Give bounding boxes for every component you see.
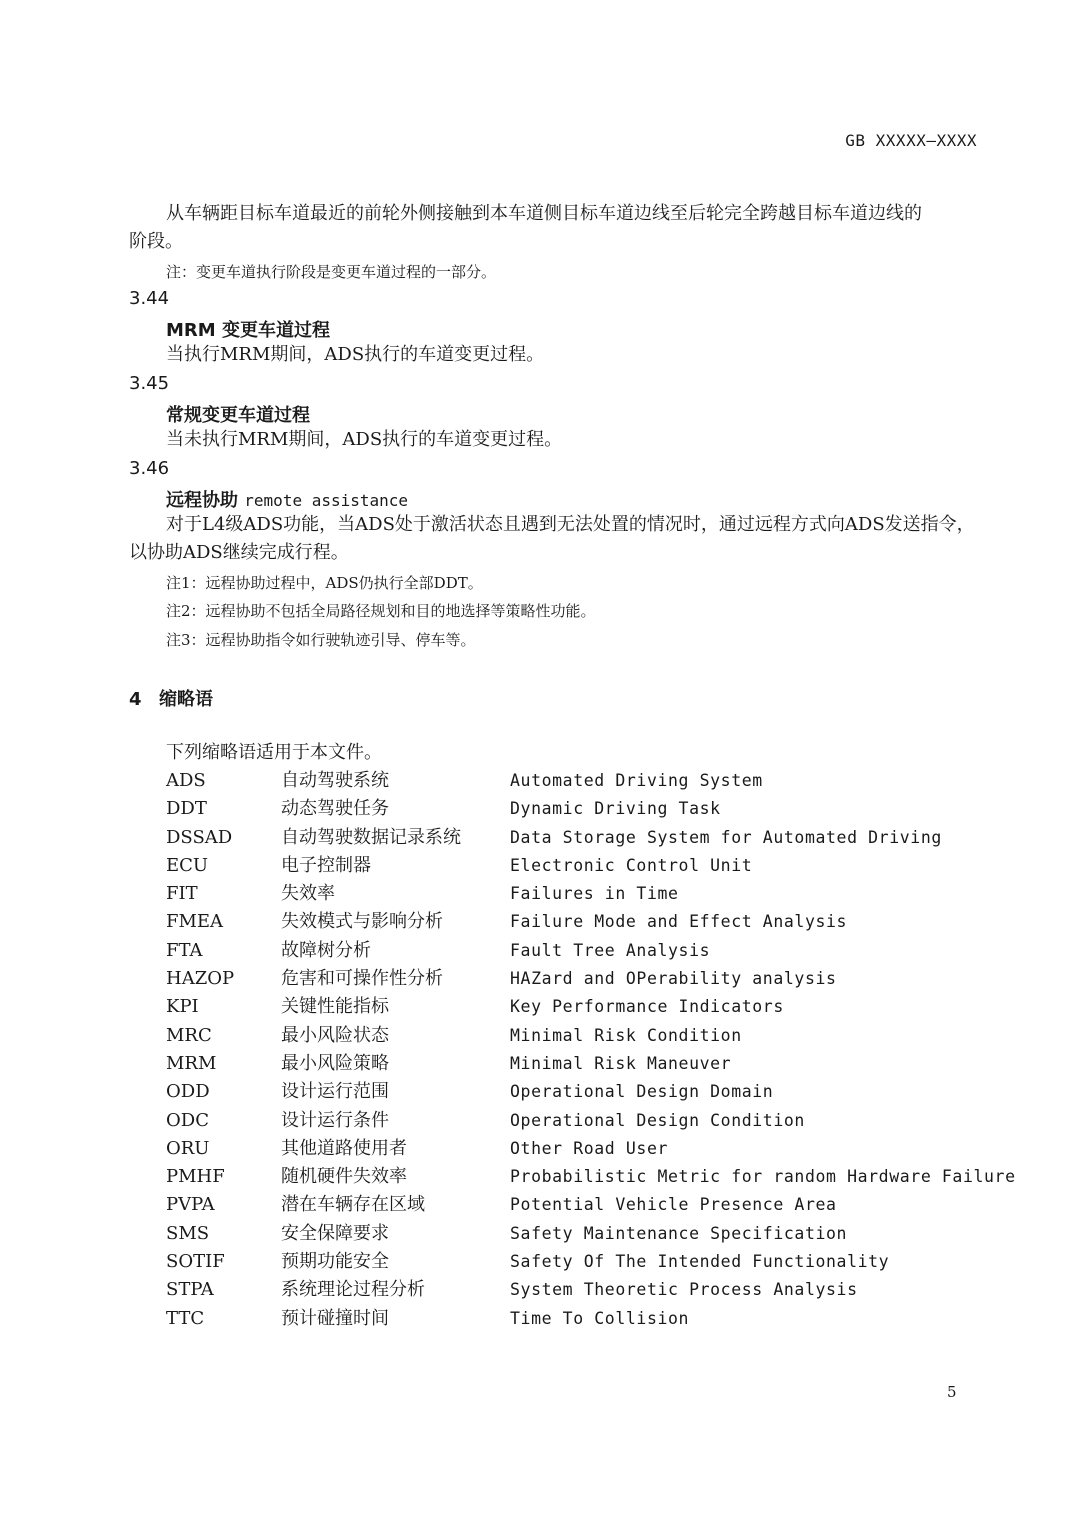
abbreviation-zh: 电子控制器: [281, 854, 371, 876]
abbreviation-zh: 预计碰撞时间: [281, 1307, 389, 1329]
abbreviation: PMHF: [166, 1166, 225, 1188]
abbreviation-en: Probabilistic Metric for random Hardware Failure: [510, 1167, 1016, 1187]
abbreviation: ECU: [166, 854, 209, 876]
term-definition: 对于L4级ADS功能，当ADS处于激活状态且遇到无法处置的情况时，通过远程方式向ADS发送指令，: [166, 514, 975, 535]
abbreviation-en: Potential Vehicle Presence Area: [510, 1195, 837, 1215]
section-title: 缩略语: [159, 689, 213, 710]
abbreviation: KPI: [166, 996, 199, 1018]
note: 注2：远程协助不包括全局路径规划和目的地选择等策略性功能。: [166, 602, 596, 620]
term-title-zh: 远程协助: [166, 490, 238, 511]
abbreviation-zh: 故障树分析: [281, 939, 371, 961]
abbreviation: HAZOP: [166, 968, 235, 990]
abbreviation-en: Other Road User: [510, 1138, 669, 1158]
term-title: 常规变更车道过程: [166, 405, 310, 426]
abbreviation: ODC: [166, 1109, 209, 1131]
note: 注1：远程协助过程中，ADS仍执行全部DDT。: [166, 574, 483, 592]
term-definition: 当执行MRM期间，ADS执行的车道变更过程。: [166, 344, 545, 365]
abbreviation: ODD: [166, 1081, 210, 1103]
term-number: 3.44: [129, 288, 170, 309]
abbreviation-zh: 最小风险状态: [281, 1024, 389, 1046]
abbreviation-zh: 潜在车辆存在区域: [281, 1194, 425, 1216]
abbreviation-zh: 设计运行范围: [281, 1081, 389, 1103]
abbreviation-zh: 危害和可操作性分析: [281, 968, 443, 990]
abbreviation: PVPA: [166, 1194, 215, 1216]
term-number: 3.46: [129, 458, 170, 479]
term-definition: 当未执行MRM期间，ADS执行的车道变更过程。: [166, 429, 563, 450]
term-title: MRM 变更车道过程: [166, 320, 330, 341]
abbreviation-zh: 预期功能安全: [281, 1251, 389, 1273]
abbreviation: SOTIF: [166, 1251, 225, 1273]
abbreviation-zh: 最小风险策略: [281, 1052, 389, 1074]
note: 注3：远程协助指令如行驶轨迹引导、停车等。: [166, 631, 476, 649]
abbreviation-zh: 自动驾驶系统: [281, 770, 389, 791]
paragraph-line: 从车辆距目标车道最近的前轮外侧接触到本车道侧目标车道边线至后轮完全跨越目标车道边线的: [166, 203, 922, 224]
abbreviation-zh: 安全保障要求: [281, 1222, 389, 1244]
section-number: 4: [129, 689, 142, 710]
term-definition: 以协助ADS继续完成行程。: [129, 542, 349, 563]
abbreviation-en: Fault Tree Analysis: [510, 940, 711, 960]
section-intro: 下列缩略语适用于本文件。: [166, 742, 382, 763]
abbreviation-en: Operational Design Condition: [510, 1110, 805, 1130]
abbreviation: ADS: [166, 770, 206, 791]
abbreviation-zh: 设计运行条件: [281, 1109, 389, 1131]
abbreviation-en: Minimal Risk Maneuver: [510, 1053, 732, 1073]
abbreviation-zh: 其他道路使用者: [281, 1137, 407, 1159]
abbreviation-en: Safety Maintenance Specification: [510, 1223, 848, 1243]
abbreviation: TTC: [166, 1307, 205, 1329]
section-heading: [129, 685, 213, 711]
abbreviation-en: Minimal Risk Condition: [510, 1025, 742, 1045]
abbreviation: FTA: [166, 939, 203, 961]
term-number: 3.45: [129, 373, 170, 394]
abbreviation-en: HAZard and OPerability analysis: [510, 969, 837, 989]
abbreviation-en: Key Performance Indicators: [510, 997, 784, 1017]
abbreviation-en: Data Storage System for Automated Driving: [510, 827, 942, 847]
abbreviation-en: Dynamic Driving Task: [510, 799, 721, 819]
abbreviation-en: Electronic Control Unit: [510, 855, 753, 875]
abbreviation: STPA: [166, 1279, 214, 1301]
abbreviation-zh: 失效率: [281, 883, 335, 905]
page-number: 5: [947, 1383, 957, 1401]
abbreviation-zh: 自动驾驶数据记录系统: [281, 826, 461, 848]
note: 注：变更车道执行阶段是变更车道过程的一部分。: [166, 263, 497, 281]
abbreviation-en: Time To Collision: [510, 1308, 690, 1328]
abbreviation-en: Safety Of The Intended Functionality: [510, 1252, 890, 1272]
abbreviation-zh: 动态驾驶任务: [281, 798, 389, 820]
abbreviation: SMS: [166, 1222, 210, 1244]
abbreviation-en: Operational Design Domain: [510, 1082, 774, 1102]
abbreviation-en: System Theoretic Process Analysis: [510, 1280, 858, 1300]
abbreviation: FMEA: [166, 911, 224, 933]
abbreviation: DSSAD: [166, 826, 233, 848]
abbreviation-en: Automated Driving System: [510, 771, 763, 790]
abbreviation: MRC: [166, 1024, 212, 1046]
standard-code: GB XXXXX—XXXX: [845, 131, 977, 150]
abbreviation: ORU: [166, 1137, 210, 1159]
term-title-en: remote assistance: [244, 491, 409, 510]
paragraph-line: 阶段。: [129, 231, 183, 252]
abbreviation: FIT: [166, 883, 198, 905]
term-title: [166, 486, 408, 512]
abbreviation: DDT: [166, 798, 207, 820]
abbreviation-zh: 失效模式与影响分析: [281, 911, 443, 933]
abbreviation-zh: 随机硬件失效率: [281, 1166, 407, 1188]
abbreviation-en: Failure Mode and Effect Analysis: [510, 912, 848, 932]
abbreviation-zh: 系统理论过程分析: [281, 1279, 425, 1301]
abbreviation: MRM: [166, 1052, 217, 1074]
abbreviation-en: Failures in Time: [510, 884, 679, 904]
abbreviation-zh: 关键性能指标: [281, 996, 389, 1018]
